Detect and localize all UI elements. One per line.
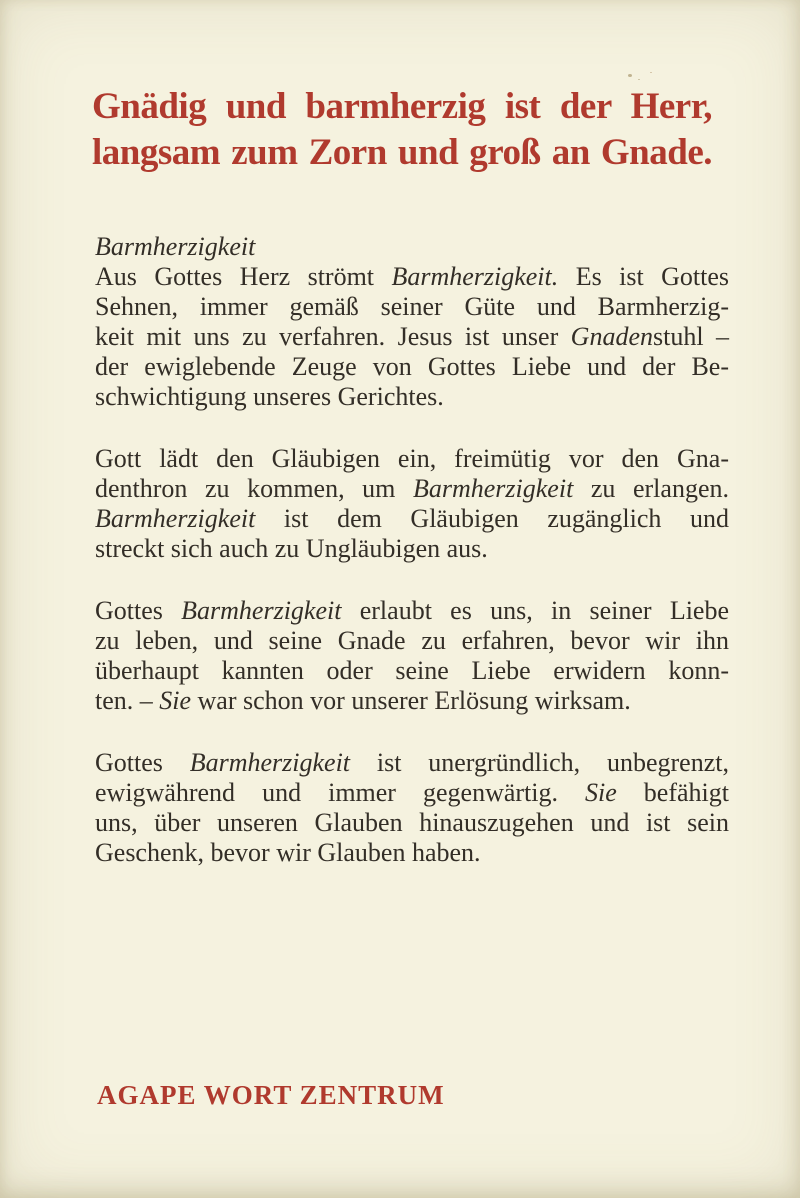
text-line: [95, 686, 729, 716]
text-segment: Geschenk, bevor wir Glauben haben.: [95, 838, 481, 867]
emphasized-text: Sie: [585, 778, 617, 807]
body-text: [95, 232, 729, 868]
text-segment: ist unergründlich, unbegrenzt,: [350, 748, 729, 777]
emphasized-text: Barmherzigkeit: [412, 474, 574, 503]
text-line: [95, 474, 729, 504]
text-segment: streckt sich auch zu Ungläubigen aus.: [95, 534, 488, 563]
text-segment: stuhl –: [653, 322, 729, 351]
text-line: [95, 444, 729, 474]
text-segment: Gottes: [95, 748, 190, 777]
text-line: [95, 352, 729, 382]
text-line: [95, 748, 729, 778]
text-segment: denthron zu kommen, um: [95, 474, 413, 503]
text-line: [95, 382, 729, 412]
footer-imprint: AGAPE WORT ZENTRUM: [97, 1080, 445, 1110]
paragraph: [95, 444, 729, 564]
text-line: [95, 292, 729, 322]
section-heading: Barmherzigkeit: [95, 232, 256, 261]
text-line: [95, 534, 729, 564]
text-segment: ist dem Gläubigen zugänglich und: [255, 504, 729, 533]
emphasized-text: Barmherzigkeit: [181, 596, 342, 625]
title-line-1: Gnädig und barmherzig ist der Herr,: [92, 86, 712, 127]
text-segment: ewigwährend und immer gegenwärtig.: [95, 778, 586, 807]
text-line: [95, 626, 729, 656]
text-line: [95, 596, 729, 626]
emphasized-text: Gnaden: [570, 322, 653, 351]
text-line: [95, 838, 729, 868]
text-line: [95, 262, 729, 292]
ink-speck: [628, 74, 632, 77]
text-segment: Gottes: [95, 596, 182, 625]
text-segment: erlaubt es uns, in seiner Liebe: [341, 596, 730, 625]
text-segment: der ewiglebende Zeuge von Gottes Liebe und der Be-: [95, 352, 729, 381]
page-title: [92, 84, 712, 176]
text-line: [95, 504, 729, 534]
text-segment: ten. –: [95, 686, 160, 715]
text-segment: Es ist Gottes: [558, 262, 729, 291]
text-line: [95, 322, 729, 352]
paragraph: [95, 262, 729, 412]
text-segment: befähigt: [616, 778, 729, 807]
emphasized-text: Barmherzigkeit: [95, 504, 256, 533]
text-line: [95, 656, 729, 686]
paragraph: [95, 748, 729, 868]
emphasized-text: Barmherzigkeit: [189, 748, 351, 777]
text-segment: keit mit uns zu verfahren. Jesus ist unser: [95, 322, 571, 351]
emphasized-text: Barmherzigkeit.: [391, 262, 559, 291]
text-segment: zu leben, und seine Gnade zu erfahren, bevor wir ihn: [95, 626, 729, 655]
text-segment: Aus Gottes Herz strömt: [95, 262, 392, 291]
text-line: [95, 778, 729, 808]
title-line-2: langsam zum Zorn und groß an Gnade.: [92, 132, 712, 173]
text-segment: uns, über unseren Glauben hinauszugehen und ist sein: [95, 808, 729, 837]
paragraph: [95, 596, 729, 716]
text-segment: Sehnen, immer gemäß seiner Güte und Barmherzig-: [95, 292, 729, 321]
text-segment: Gott lädt den Gläubigen ein, freimütig vor den Gna-: [95, 444, 729, 473]
text-line: [95, 808, 729, 838]
text-segment: war schon vor unserer Erlösung wirksam.: [191, 686, 631, 715]
text-segment: zu erlangen.: [573, 474, 729, 503]
body-paragraphs: [95, 262, 729, 868]
emphasized-text: Sie: [159, 686, 192, 715]
text-segment: überhaupt kannten oder seine Liebe erwidern konn-: [95, 656, 729, 685]
text-segment: schwichtigung unseres Gerichtes.: [95, 382, 444, 411]
